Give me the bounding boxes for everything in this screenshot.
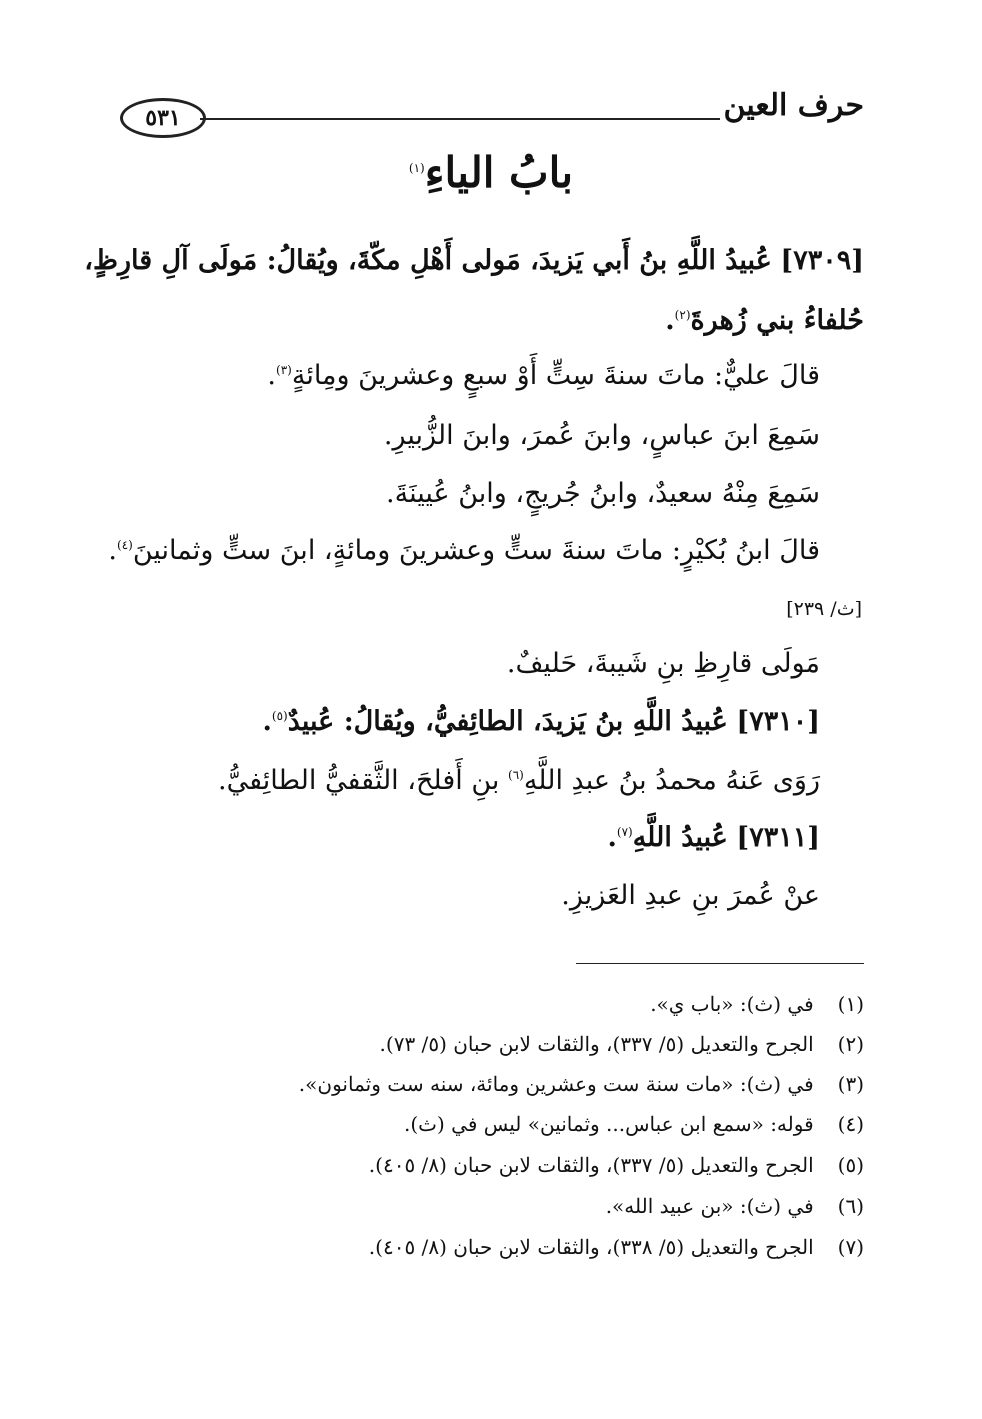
body-text: رَوَى عَنهُ محمدُ بنُ عبدِ اللَّهِ: [523, 765, 820, 796]
entry-7310-heading: [118, 706, 820, 738]
footnote-text: الجرح والتعديل (٥/ ٣٣٨)، والثقات لابن حبان (٨/ ٤٠٥).: [368, 1235, 814, 1259]
entry-name-cont: حُلفاءُ بني زُهرةَ: [690, 305, 864, 336]
footnote-ref: (٥): [271, 709, 288, 723]
punctuation: .: [665, 305, 675, 336]
page-number: ٥٣١: [145, 105, 181, 131]
footnote-number: (٢): [837, 1032, 864, 1056]
footnote-ref: (٤): [117, 538, 133, 552]
footnote-6: [118, 1194, 864, 1218]
footnote-text: في (ث): «باب ي».: [650, 992, 814, 1016]
entry-number: [٧٣١٠]: [736, 706, 820, 737]
punctuation: .: [607, 822, 617, 853]
running-head: حرف العين: [723, 88, 864, 123]
footnote-5: [118, 1153, 864, 1177]
entry-7309-ibn-bukayr: [108, 535, 820, 567]
footnote-1: [118, 992, 864, 1016]
entry-number: [٧٣١١]: [736, 822, 820, 853]
footnote-4: [118, 1112, 864, 1136]
chapter-title: [0, 148, 982, 197]
punctuation: .: [267, 360, 277, 391]
footnote-text: في (ث): «بن عبيد الله».: [605, 1194, 814, 1218]
footnote-number: (٤): [837, 1112, 864, 1136]
entry-7310-narrator: [118, 765, 820, 797]
footnote-ref: (٦): [508, 768, 524, 782]
footnote-text: قوله: «سمع ابن عباس... وثمانين» ليس في (ث).: [404, 1112, 814, 1136]
footnote-number: (٥): [837, 1153, 864, 1177]
footnote-3: [118, 1072, 864, 1096]
punctuation: .: [262, 706, 272, 737]
body-text-cont: بنِ أَفلحَ، الثَّقفيُّ الطائِفيُّ.: [218, 765, 508, 796]
entry-7309-narrators: سَمِعَ مِنْهُ سعيدٌ، وابنُ جُريجٍ، وابنُ عُيينَةَ.: [386, 478, 820, 509]
footnote-number: (٣): [837, 1072, 864, 1096]
entry-number: [٧٣٠٩]: [780, 245, 864, 276]
footnote-ref: (١): [408, 161, 425, 175]
footnote-ref: (٧): [616, 825, 633, 839]
entry-name: عُبيدُ اللَّهِ بنُ أَبي يَزيدَ، مَولى أَهْلِ مكّةَ، ويُقالُ: مَولَى آلِ قارِظٍ،: [84, 245, 772, 276]
entry-7309-mawla: مَولَى قارِظِ بنِ شَيبةَ، حَليفٌ.: [506, 648, 820, 679]
footnote-7: [118, 1235, 864, 1259]
entry-7309-heading: [84, 245, 864, 277]
manuscript-page-note: [ث/ ٢٣٩]: [786, 598, 862, 620]
footnote-text: الجرح والتعديل (٥/ ٣٣٧)، والثقات لابن حبان (٨/ ٤٠٥).: [368, 1153, 814, 1177]
body-text: قالَ عليٌّ: ماتَ سنةَ سِتٍّ أَوْ سبعٍ وعشرينَ ومِائةٍ: [291, 360, 820, 391]
footnote-ref: (٣): [276, 363, 292, 377]
footnote-ref: (٢): [674, 308, 691, 322]
punctuation: .: [108, 535, 118, 566]
footnote-text: في (ث): «مات سنة ست وعشرين ومائة، سنه ست وثمانون».: [298, 1072, 814, 1096]
footnote-text: الجرح والتعديل (٥/ ٣٣٧)، والثقات لابن حبان (٥/ ٧٣).: [379, 1032, 814, 1056]
footnote-rule: [576, 963, 864, 964]
body-text: قالَ ابنُ بُكيْرٍ: ماتَ سنةَ ستٍّ وعشرينَ ومائةٍ، ابنَ ستٍّ وثمانينَ: [132, 535, 820, 566]
footnote-2: [118, 1032, 864, 1056]
entry-7311-from: عنْ عُمرَ بنِ عبدِ العَزيزِ.: [561, 880, 820, 911]
page-number-badge: [120, 98, 206, 138]
footnote-number: (١): [837, 992, 864, 1016]
header-rule: [200, 118, 720, 120]
chapter-title-text: بابُ الياءِ: [424, 148, 574, 197]
entry-7309-heading-cont: [118, 305, 864, 337]
entry-7309-heard-from: سَمِعَ ابنَ عباسٍ، وابنَ عُمرَ، وابنَ الزُّبيرِ.: [383, 420, 820, 451]
entry-7309-death: [118, 360, 820, 392]
footnote-number: (٧): [837, 1235, 864, 1259]
footnote-number: (٦): [837, 1194, 864, 1218]
entry-name: عُبيدُ اللَّهِ: [632, 822, 728, 853]
entry-name: عُبيدُ اللَّهِ بنُ يَزيدَ، الطائِفيُّ، ويُقالُ: عُبيدٌ: [287, 706, 728, 737]
entry-7311-heading: [118, 822, 820, 854]
